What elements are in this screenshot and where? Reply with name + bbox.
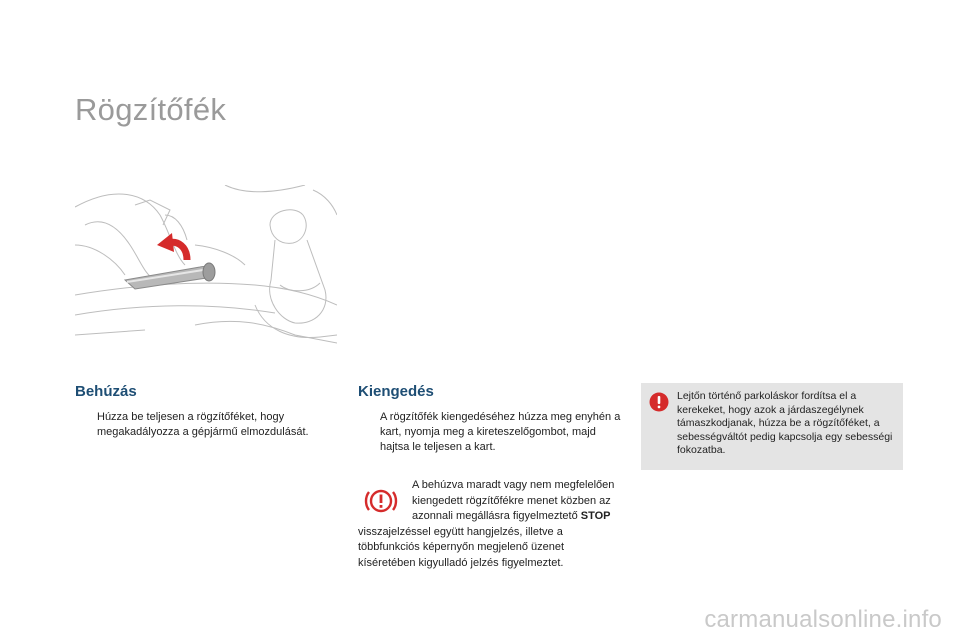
- brake-warning-note: [358, 478, 623, 571]
- handbrake-illustration: [75, 185, 337, 345]
- parking-note-box: [641, 383, 903, 470]
- section-kiengedes: [358, 383, 623, 455]
- instruction-text: A rögzítőfék kiengedéséhez húzza meg enyhén a kart, nyomja meg a kireteszelőgombot, majd hajtsa le teljesen a kart.: [380, 411, 621, 453]
- bullet-icon: [358, 410, 380, 455]
- parking-note-text: Lejtőn történő parkoláskor fordítsa el a kerekeket, hogy azok a járdaszegélynek támaszkodjanak, húzza be a rögzítőféket, a sebességváltót pedig kapcsolja egy sebességi fokozatba.: [677, 390, 893, 456]
- section-heading-kiengedes: Kiengedés: [358, 383, 434, 400]
- stop-label: STOP: [580, 510, 611, 522]
- list-item: [358, 410, 623, 455]
- list-item: [75, 410, 345, 440]
- warning-text-before: A behúzva maradt vagy nem megfelelően kiengedett rögzítőfékre menet közben az azonnali megállásra figyelmeztető: [412, 479, 615, 522]
- watermark: carmanualsonline.info: [704, 606, 942, 633]
- bullet-icon: [75, 410, 97, 440]
- instruction-text: Húzza be teljesen a rögzítőféket, hogy megakadályozza a gépjármű elmozdulását.: [97, 411, 309, 438]
- exclamation-icon: [649, 392, 669, 412]
- section-heading-behuzas: Behúzás: [75, 383, 137, 400]
- section-behuzas: [75, 383, 345, 440]
- page-title: Rögzítőfék: [75, 92, 227, 127]
- warning-text-after: visszajelzéssel együtt hangjelzés, illetve a többfunkciós képernyőn megjelenő üzenet kíséretében kigyulladó jelzés figyelmeztet.: [358, 525, 565, 569]
- brake-warning-icon: [364, 484, 398, 518]
